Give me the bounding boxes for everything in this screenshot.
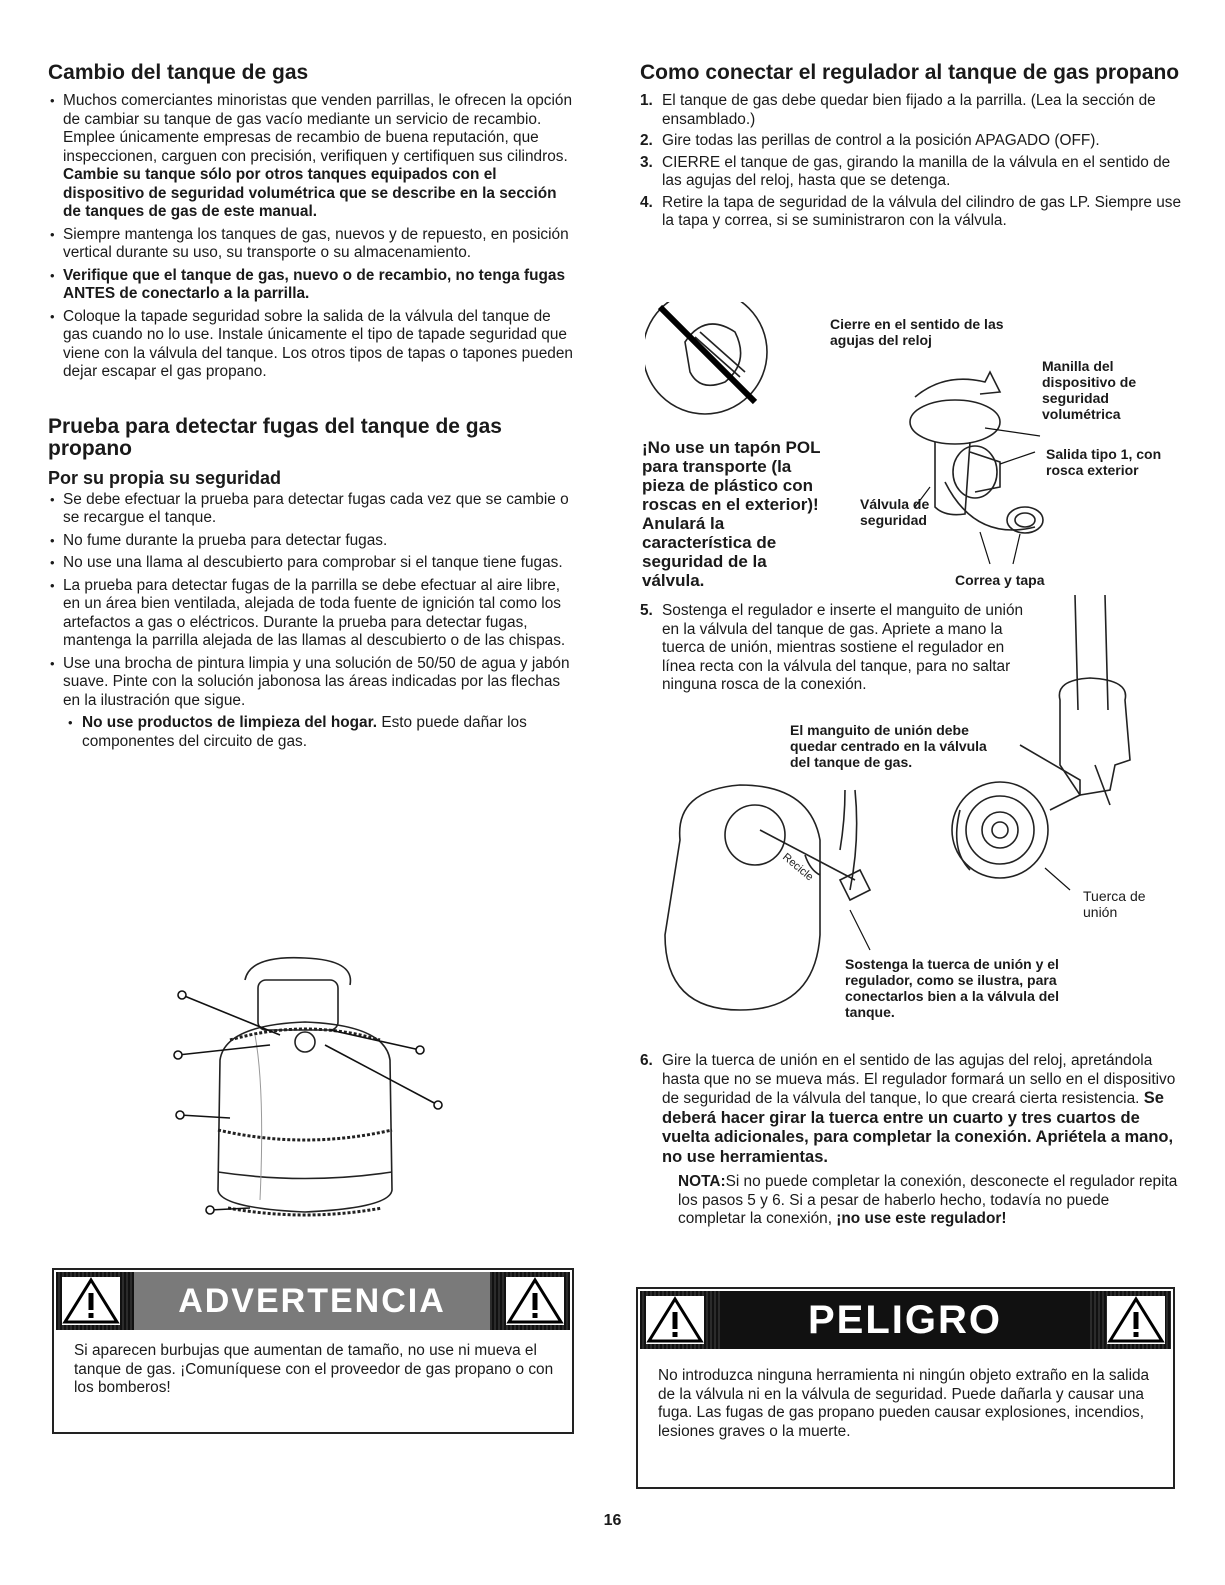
step-item: 4. Retire la tapa de seguridad de la válvula del cilindro de gas LP. Siempre use la tapa y correa, si se suministraron con la válvula. xyxy=(640,193,1182,229)
label-tuerca: Tuerca de unión xyxy=(1083,888,1146,920)
list-item: • Muchos comerciantes minoristas que venden parrillas, le ofrecen la opción de cambiar su tanque de gas vacío mediante un servicio de recambio. Emplee únicamente empresas de recambio de buena reputación, que inspeccionen, carguen con precisión, verifiquen y certifiquen sus cilindros. Cambie su tanque sólo por otros tanques equipados con el dispositivo de seguridad volumétrica que se describe en la sección de tanques de gas de este manual. xyxy=(48,92,578,222)
list-item: • Verifique que el tanque de gas, nuevo o de recambio, no tenga fugas ANTES de conectarlo a la parrilla. xyxy=(48,267,578,304)
section-subtitle: Por su propia su seguridad xyxy=(48,467,282,488)
list-item: • La prueba para detectar fugas de la parrilla se debe efectuar al aire libre, en un área bien ventilada, alejada de toda fuente de ignición tal como los artefactos a gas o eléctricos. Durante la prueba para detectar fugas, mantenga la parrilla alejada de las llamas al descubierto o de las chispas. xyxy=(48,577,578,651)
step-item: 6. Gire la tuerca de unión en el sentido de las agujas del reloj, apretándola hasta que no se mueva más. El regulador formará un sello en el dispositivo de seguridad de la válvula del tanque, lo que creará cierta resistencia. Se deberá hacer girar la tuerca entre un cuarto y tres cuartos de vuelta adicionales, para completar la conexión. Apriétela a mano, no use herramientas. xyxy=(640,1052,1176,1166)
cambio-bullets xyxy=(48,92,578,382)
label-valvula: Válvula de seguridad xyxy=(860,496,930,528)
list-item: • Coloque la tapade seguridad sobre la salida de la válvula del tanque de gas cuando no lo use. Instale únicamente el tipo de tapade seguridad que viene con la válvula del tanque. Los otros tipos de tapas o tapones pueden dejar escapar el gas propano. xyxy=(48,308,578,382)
list-item: • No use productos de limpieza del hogar. Esto puede dañar los componentes del circuito de gas. xyxy=(48,714,578,751)
warning-triangle-icon xyxy=(1107,1296,1165,1344)
peligro-word: PELIGRO xyxy=(720,1291,1090,1349)
section-title-cambio: Cambio del tanque de gas xyxy=(48,61,309,84)
nota: NOTA:Si no puede completar la conexión, desconecte el regulador repita los pasos 5 y 6. Si a pesar de haberlo hecho, todavía no puede completar la conexión, ¡no use este regulador! xyxy=(678,1173,1178,1227)
section-title-prueba: Prueba para detectar fugas del tanque de gas propano xyxy=(48,414,502,460)
label-salida: Salida tipo 1, con rosca exterior xyxy=(1046,446,1162,478)
step-item: 1. El tanque de gas debe quedar bien fijado a la parrilla. (Lea la sección de ensamblado.) xyxy=(640,92,1156,128)
list-item: • Siempre mantenga los tanques de gas, nuevos y de repuesto, en posición vertical durante su uso, su transporte o su almacenamiento. xyxy=(48,226,578,263)
label-sostenga: Sostenga la tuerca de unión y el regulador, como se ilustra, para conectarlos bien a la válvula del tanque. xyxy=(845,956,1059,1020)
peligro-box xyxy=(636,1287,1175,1489)
warning-triangle-icon xyxy=(62,1277,120,1325)
label-correa: Correa y tapa xyxy=(955,572,1045,588)
step-item: 2. Gire todas las perillas de control a la posición APAGADO (OFF). xyxy=(640,132,1100,149)
label-manilla: Manilla del dispositivo de seguridad volumétrica xyxy=(1042,358,1137,422)
advertencia-box xyxy=(52,1268,574,1434)
list-item: • Se debe efectuar la prueba para detectar fugas cada vez que se cambie o se recargue el tanque. xyxy=(48,491,578,528)
list-item: • Use una brocha de pintura limpia y una solución de 50/50 de agua y jabón suave. Pinte con la solución jabonosa las áreas indicadas por las flechas en la ilustración que sigue. xyxy=(48,655,578,711)
right-column xyxy=(640,62,1185,239)
step-6 xyxy=(640,1052,1180,1229)
list-item: • No fume durante la prueba para detectar fugas. xyxy=(48,532,578,551)
tank-leak-illustration xyxy=(170,950,460,1240)
step-item: 5. Sostenga el regulador e inserte el manguito de unión en la válvula del tanque de gas. Apriete a mano la tuerca de unión, mientras sostiene el regulador en línea recta con la válvula del tanque, para no saltar ninguna rosca de la conexión. xyxy=(640,602,1024,693)
no-tapon-warning: ¡No use un tapón POL para transporte (la pieza de plástico con roscas en el exterior)! Anulará la característica de seguridad de la válvula. xyxy=(642,438,821,590)
advertencia-header xyxy=(56,1272,570,1330)
left-column xyxy=(48,62,578,755)
steps-1-4 xyxy=(640,92,1185,231)
section-title-conectar: Como conectar el regulador al tanque de gas propano xyxy=(640,61,1180,84)
advertencia-text: Si aparecen burbujas que aumentan de tamaño, no use ni mueva el tanque de gas. ¡Comuníquese con el proveedor de gas propano o con los bomberos! xyxy=(74,1342,554,1396)
advertencia-word: ADVERTENCIA xyxy=(134,1272,490,1330)
page-number: 16 xyxy=(603,1512,622,1529)
warning-triangle-icon xyxy=(646,1296,704,1344)
label-manguito: El manguito de unión debe quedar centrado en la válvula del tanque de gas. xyxy=(790,722,987,770)
warning-triangle-icon xyxy=(506,1277,564,1325)
list-item: • No use una llama al descubierto para comprobar si el tanque tiene fugas. xyxy=(48,554,578,573)
prueba-bullets xyxy=(48,491,578,752)
label-cierre: Cierre en el sentido de las agujas del reloj xyxy=(830,316,1004,348)
peligro-header xyxy=(640,1291,1171,1349)
step-item: 3. CIERRE el tanque de gas, girando la manilla de la válvula en el sentido de las agujas del reloj, hasta que se detenga. xyxy=(640,153,1171,189)
recicle-label: Recicle xyxy=(780,851,816,884)
peligro-text: No introduzca ninguna herramienta ni ningún objeto extraño en la salida de la válvula ni en la válvula de seguridad. Puede dañarla y causar una fuga. Las fugas de gas propano pueden causar explosiones, incendios, lesiones graves o la muerte. xyxy=(658,1367,1150,1440)
